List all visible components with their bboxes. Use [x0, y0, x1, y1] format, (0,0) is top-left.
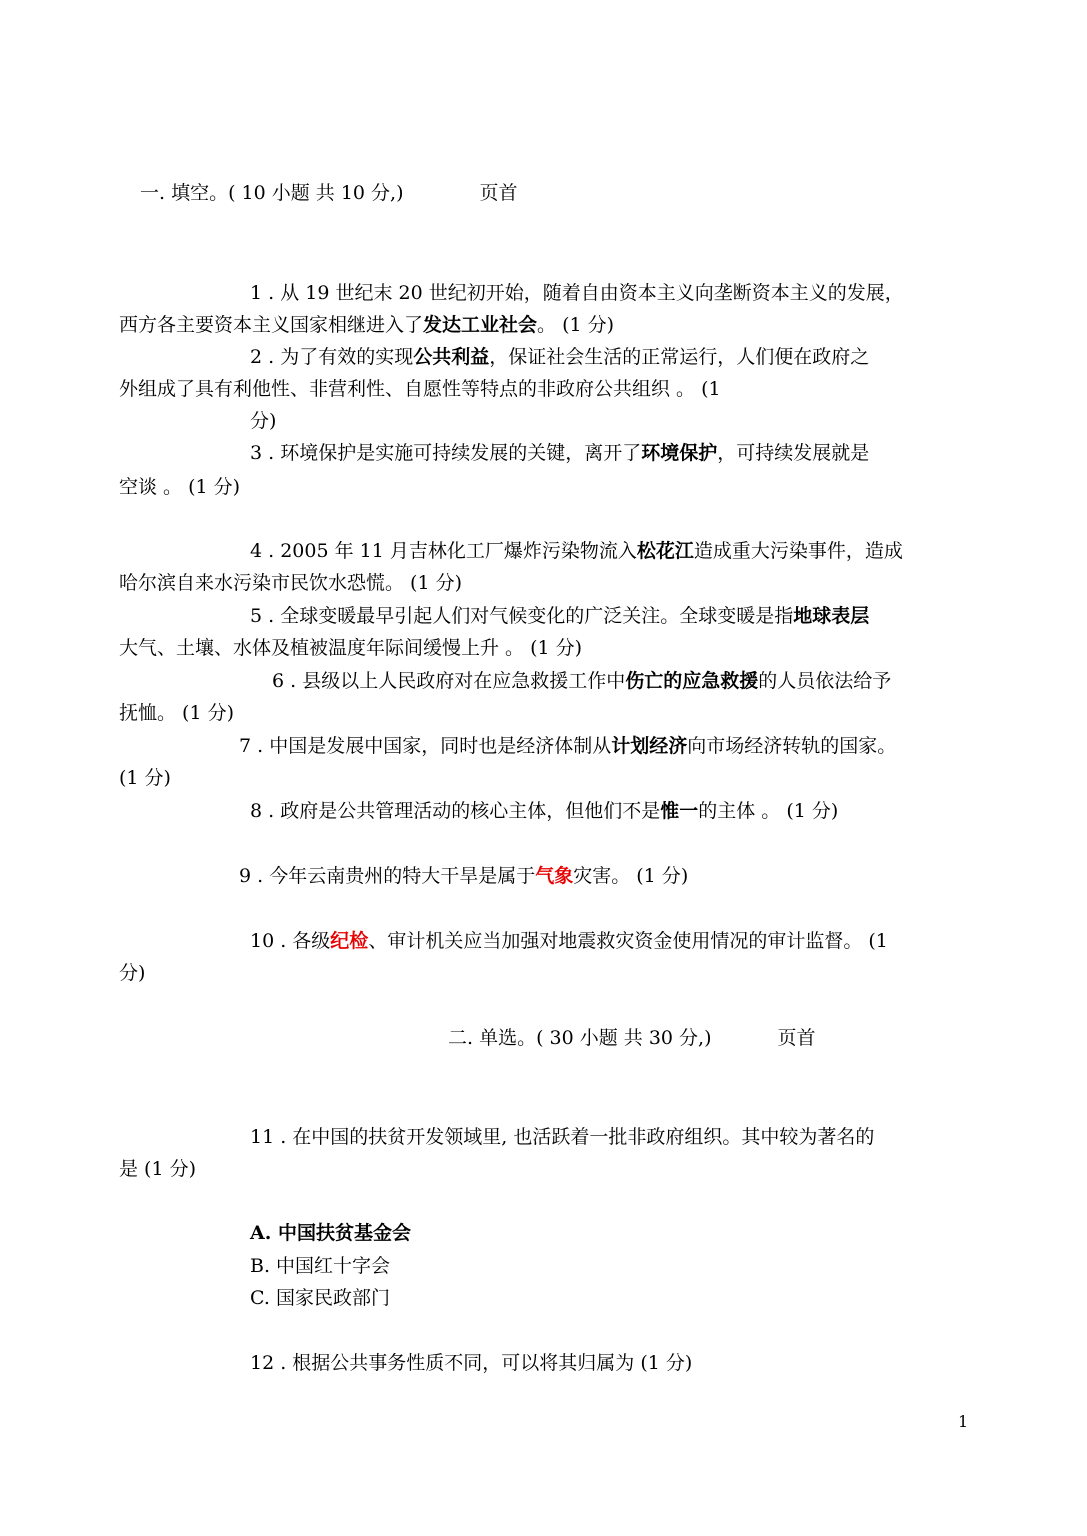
question-text-cont: 哈尔滨自来水污染市民饮水恐慌。 (1 分) — [119, 572, 462, 594]
option-b: B. 中国红十字会 — [250, 1255, 391, 1277]
question-text-cont: 外组成了具有利他性、非营利性、自愿性等特点的非政府公共组织 。 (1 — [119, 378, 721, 400]
question-text: 10 . 各级纪检、审计机关应当加强对地震救灾资金使用情况的审计监督。 (1 — [250, 930, 888, 952]
answer: 气象 — [535, 865, 574, 887]
question-text: 8 . 政府是公共管理活动的核心主体，但他们不是惟一的主体 。 (1 分) — [250, 800, 839, 822]
question-text-cont: 空谈 。 (1 分) — [119, 476, 241, 498]
answer: 伤亡的应急救援 — [625, 670, 759, 692]
question-text: 2 . 为了有效的实现公共利益，保证社会生活的正常运行，人们便在政府之 — [250, 346, 870, 368]
question-text: 6 . 县级以上人民政府对在应急救援工作中伤亡的应急救援的人员依法给予 — [272, 670, 892, 692]
page-top-link[interactable]: 页首 — [777, 1027, 816, 1049]
answer: 计划经济 — [611, 735, 688, 757]
question-text-cont: 抚恤。 (1 分) — [119, 702, 234, 724]
question-score: 分) — [250, 410, 277, 432]
section-title: 一. 填空。( 10 小题 共 10 分,) — [140, 182, 404, 204]
answer: 松花江 — [636, 540, 694, 562]
question-text: 4 . 2005 年 11 月吉林化工厂爆炸污染物流入松花江造成重大污染事件，造成 — [250, 540, 903, 562]
question-score: 分) — [119, 962, 146, 984]
answer: 惟一 — [660, 800, 699, 822]
question-text: 1 . 从 19 世纪末 20 世纪初开始，随着自由资本主义向垄断资本主义的发展， — [250, 282, 904, 304]
question-text-cont: 是 (1 分) — [119, 1158, 196, 1180]
page-number: 1 — [958, 1412, 969, 1431]
option-c: C. 国家民政部门 — [250, 1287, 390, 1309]
option-a-correct: A. 中国扶贫基金会 — [250, 1222, 411, 1244]
answer: 环境保护 — [641, 442, 718, 464]
answer: 地球表层 — [793, 605, 870, 627]
question-text-cont: 西方各主要资本主义国家相继进入了发达工业社会。 (1 分) — [119, 314, 615, 336]
question-text: 7 . 中国是发展中国家，同时也是经济体制从计划经济向市场经济转轨的国家。 — [239, 735, 897, 757]
section-title: 二. 单选。( 30 小题 共 30 分,) — [448, 1027, 712, 1049]
question-text: 12 . 根据公共事务性质不同，可以将其归属为 (1 分) — [250, 1352, 693, 1374]
question-score: (1 分) — [119, 767, 171, 789]
question-text: 9 . 今年云南贵州的特大干旱是属于气象灾害。 (1 分) — [239, 865, 689, 887]
page-top-link[interactable]: 页首 — [479, 182, 518, 204]
section-heading-fill-in — [140, 177, 518, 209]
section-heading-single-choice — [448, 1022, 816, 1054]
question-text-cont: 大气、土壤、水体及植被温度年际间缓慢上升 。 (1 分) — [119, 637, 583, 659]
question-text: 5 . 全球变暖最早引起人们对气候变化的广泛关注。全球变暖是指地球表层 — [250, 605, 870, 627]
question-text: 11 . 在中国的扶贫开发领域里, 也活跃着一批非政府组织。其中较为著名的 — [250, 1126, 875, 1148]
answer: 发达工业社会 — [423, 314, 538, 336]
question-text: 3 . 环境保护是实施可持续发展的关键，离开了环境保护，可持续发展就是 — [250, 442, 870, 464]
answer: 公共利益 — [413, 346, 490, 368]
answer: 纪检 — [330, 930, 369, 952]
